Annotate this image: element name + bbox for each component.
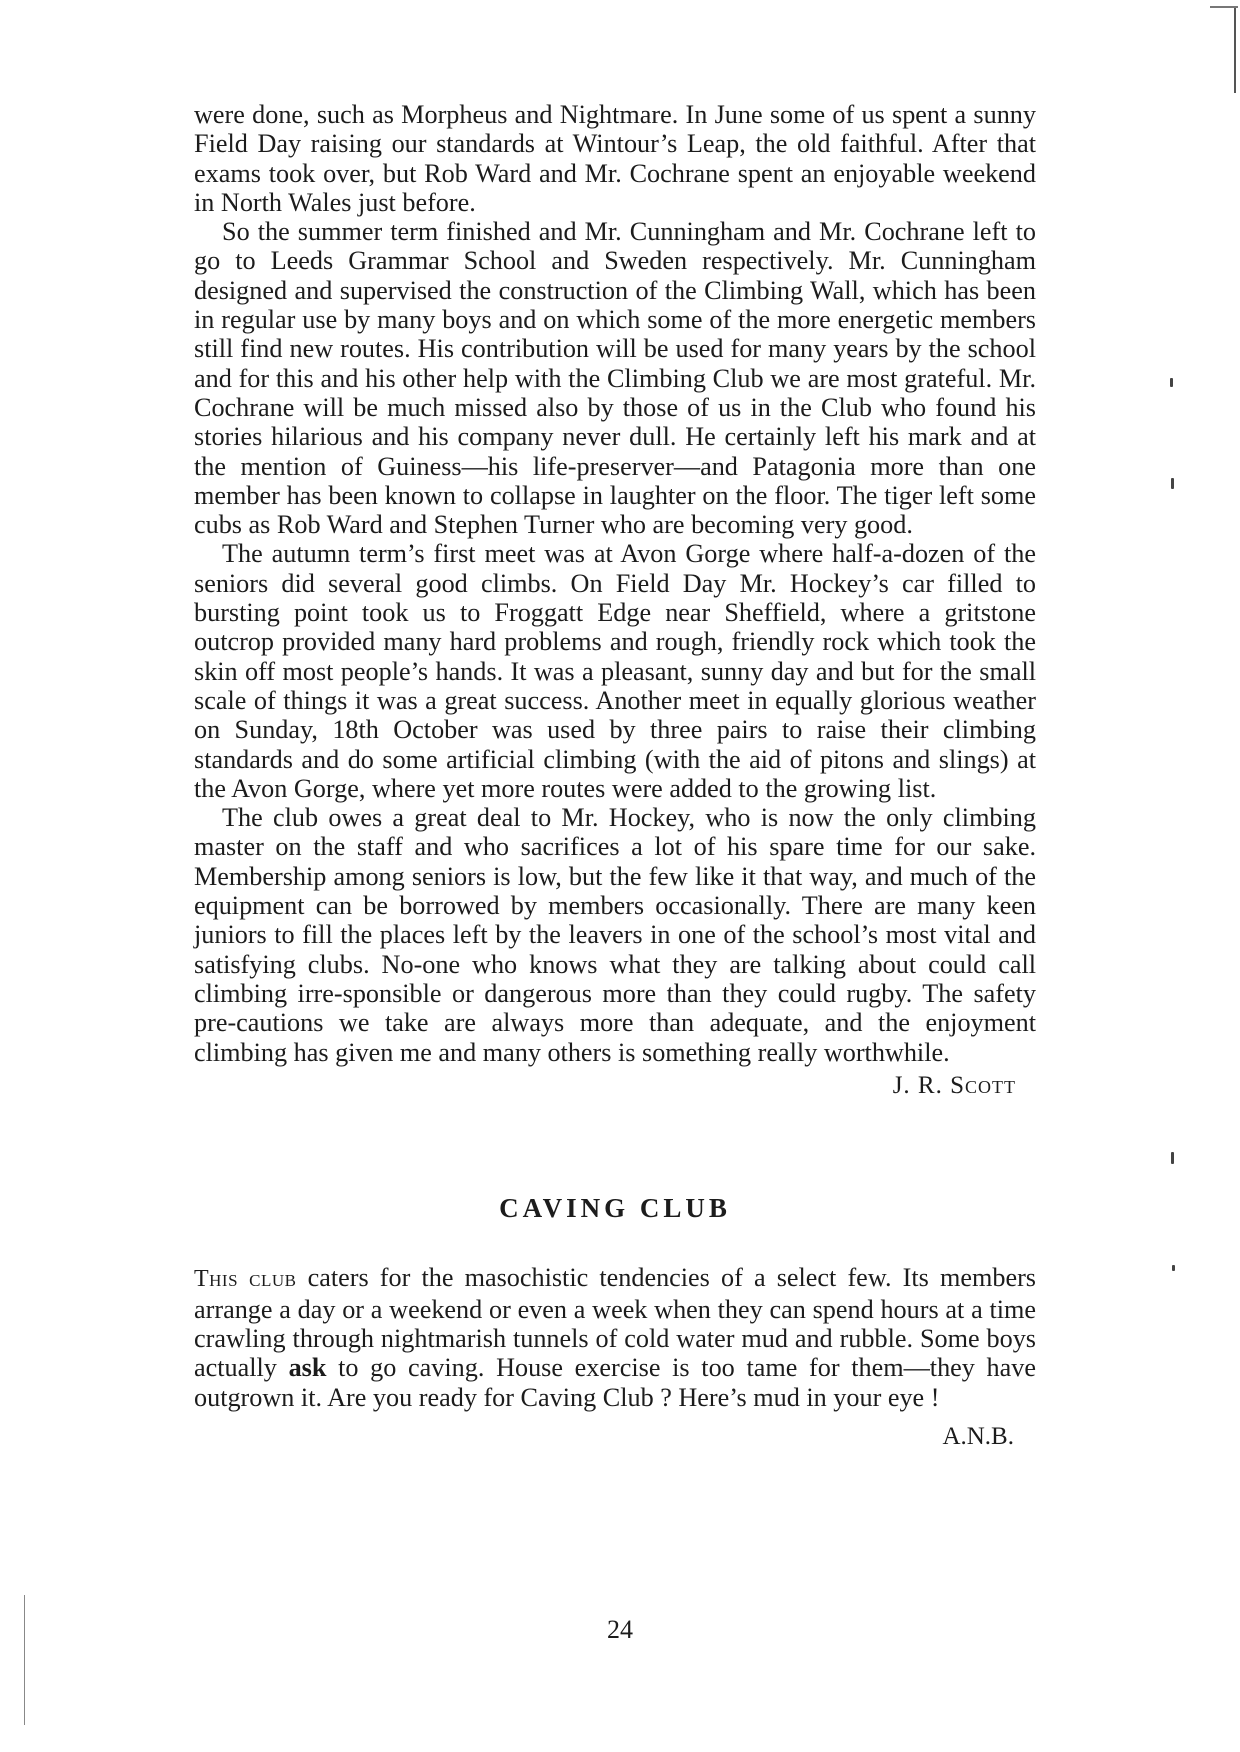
page-number: 24 <box>607 1615 633 1644</box>
scan-speck <box>1171 478 1174 489</box>
scan-speck <box>1172 1265 1175 1271</box>
caving-lead-caps: This club <box>194 1266 297 1293</box>
caving-text-1: caters for the masochistic tendencies of a select few. Its members arrange a day or a weekend or even a week when they can spend hours at a time crawling through nightmarish tunnels of cold water mud and rubble. Some boys actually <box>194 1263 1036 1383</box>
climbing-paragraph-1: were done, such as Morpheus and Nightmare. In June some of us spent a sunny Field Day raising our standards at Wintour’s Leap, the old faithful. After that exams took over, but Rob Ward and Mr. Cochrane spent an enjoyable weekend in North Wales just before. <box>194 100 1036 217</box>
scan-speck <box>1170 378 1173 387</box>
text-column <box>194 100 1036 1451</box>
caving-bold-word: ask <box>288 1353 327 1383</box>
caving-signature: A.N.B. <box>942 1422 1014 1450</box>
climbing-signature: J. R. Scott <box>892 1071 1016 1099</box>
climbing-paragraph-2: So the summer term finished and Mr. Cunningham and Mr. Cochrane left to go to Leeds Grammar School and Sweden respectively. Mr. Cunningham designed and supervised the construction of the Climbing Wall, which has been in regular use by many boys and on which some of the more energetic members still find new routes. His contribution will be used for many years by the school and for this and his other help with the Climbing Club we are most grateful. Mr. Cochrane will be much missed also by those of us in the Club who found his stories hilarious and his company never dull. He certainly left his mark and at the mention of Guiness—his life-preserver—and Patagonia more than one member has been known to collapse in laughter on the floor. The tiger left some cubs as Rob Ward and Stephen Turner who are becoming very good. <box>194 217 1036 540</box>
climbing-paragraph-4: The club owes a great deal to Mr. Hockey, who is now the only climbing master on the staff and who sacrifices a lot of his spare time for our sake. Membership among seniors is low, but the few like it that way, and much of the equipment can be borrowed by members occasionally. There are many keen juniors to fill the places left by the leavers in one of the school’s most vital and satisfying clubs. No-one who knows what they are talking about could call climbing irre-sponsible or dangerous more than they could rugby. The safety pre-cautions we take are always more than adequate, and the enjoyment climbing has given me and many others is something really worthwhile. <box>194 803 1036 1067</box>
climbing-paragraph-3: The autumn term’s first meet was at Avon Gorge where half-a-dozen of the seniors did several good climbs. On Field Day Mr. Hockey’s car filled to bursting point took us to Froggatt Edge near Sheffield, where a gritstone outcrop provided many hard problems and rough, friendly rock which took the skin off most people’s hands. It was a pleasant, sunny day and but for the small scale of things it was a great success. Another meet in equally glorious weather on Sunday, 18th October was used by three pairs to raise their climbing standards and do some artificial climbing (with the aid of pitons and slings) at the Avon Gorge, where yet more routes were added to the growing list. <box>194 539 1036 803</box>
caving-paragraph <box>194 1263 1036 1411</box>
scan-edge-mark <box>1232 0 1240 95</box>
caving-text-2: to go caving. House exercise is too tame for them—they have outgrown it. Are you ready for Caving Club ? Here’s mud in your eye ! <box>194 1353 1036 1412</box>
caving-club-heading: CAVING CLUB <box>499 1193 731 1224</box>
scan-speck <box>1171 1152 1174 1164</box>
